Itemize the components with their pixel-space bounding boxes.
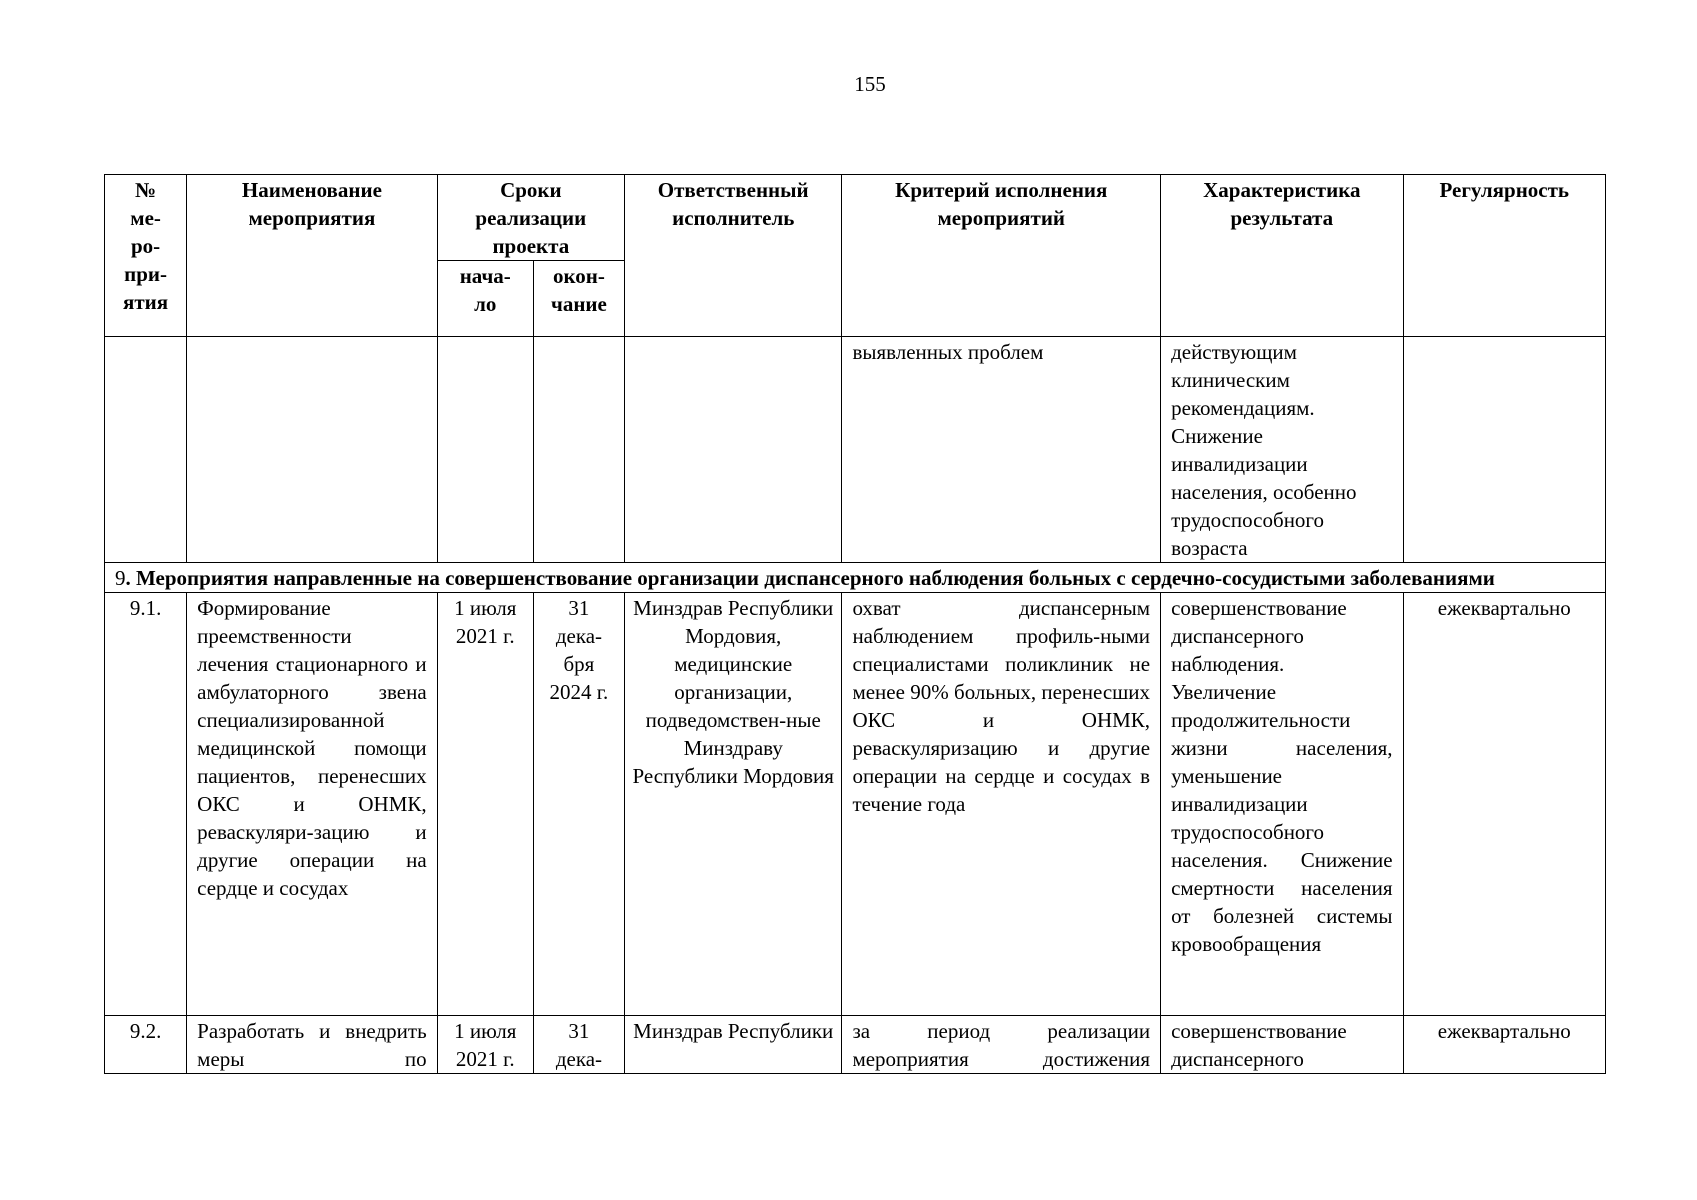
cell-result: действующим клиническим рекомендациям. Снижение инвалидизации населения, особенно трудоспособного возраста [1161, 337, 1403, 563]
cell-start: 1 июля 2021 г. [437, 1016, 533, 1074]
cell-start [437, 337, 533, 563]
cell-criterion: выявленных проблем [842, 337, 1161, 563]
cell-criterion: охват диспансерным наблюдением профиль-ными специалистами поликлиник не менее 90% больных, перенесших ОКС и ОНМК, реваскуляризацию и другие операции на сердце и сосудах в течение года [842, 593, 1161, 1016]
activities-table [104, 174, 1606, 1074]
section-heading [105, 563, 1606, 593]
cell-regularity [1403, 337, 1605, 563]
cell-result: совершенствование диспансерного [1161, 1016, 1403, 1074]
cell-responsible: Минздрав Республики Мордовия, медицинские организации, подведомствен-ные Минздраву Республики Мордовия [625, 593, 842, 1016]
cell-num [105, 337, 187, 563]
cell-result: совершенствование диспансерного наблюдения. Увеличение продолжительности жизни населения, уменьшение инвалидизации трудоспособного населения. Снижение смертности населения от болезней системы кровообращения [1161, 593, 1403, 1016]
cell-end [533, 337, 624, 563]
header-result: Характеристика результата [1161, 175, 1403, 337]
header-num: № ме- ро- при- ятия [105, 175, 187, 337]
cell-num: 9.1. [105, 593, 187, 1016]
cell-regularity: ежеквартально [1403, 593, 1605, 1016]
section-title: . Мероприятия направленные на совершенствование организации диспансерного наблюдения больных с сердечно-сосудистыми заболеваниями [125, 566, 1495, 590]
cell-criterion: за период реализации мероприятия достижения [842, 1016, 1161, 1074]
cell-name [187, 337, 438, 563]
header-regularity: Регулярность [1403, 175, 1605, 337]
cell-regularity: ежеквартально [1403, 1016, 1605, 1074]
section-row [105, 563, 1606, 593]
page-number: 155 [854, 72, 886, 96]
table-row [105, 1016, 1606, 1074]
header-end: окон- чание [533, 261, 624, 337]
header-start: нача- ло [437, 261, 533, 337]
cell-end: 31 дека- [533, 1016, 624, 1074]
cell-start: 1 июля 2021 г. [437, 593, 533, 1016]
cell-name: Разработать и внедрить меры по [187, 1016, 438, 1074]
header-responsible: Ответственный исполнитель [625, 175, 842, 337]
cell-end: 31 дека-бря 2024 г. [533, 593, 624, 1016]
table-row [105, 593, 1606, 1016]
header-criterion: Критерий исполнения мероприятий [842, 175, 1161, 337]
cell-name: Формирование преемственности лечения стационарного и амбулаторного звена специализированной медицинской помощи пациентов, перенесших ОКС и ОНМК, реваскуляри-зацию и другие операции на сердце и сосудах [187, 593, 438, 1016]
cell-responsible: Минздрав Республики [625, 1016, 842, 1074]
section-number: 9 [115, 566, 126, 590]
header-terms: Сроки реализации проекта [437, 175, 624, 261]
cell-num: 9.2. [105, 1016, 187, 1074]
header-name: Наименование мероприятия [187, 175, 438, 337]
cell-responsible [625, 337, 842, 563]
table-row-continuation [105, 337, 1606, 563]
table-header-row [105, 175, 1606, 261]
